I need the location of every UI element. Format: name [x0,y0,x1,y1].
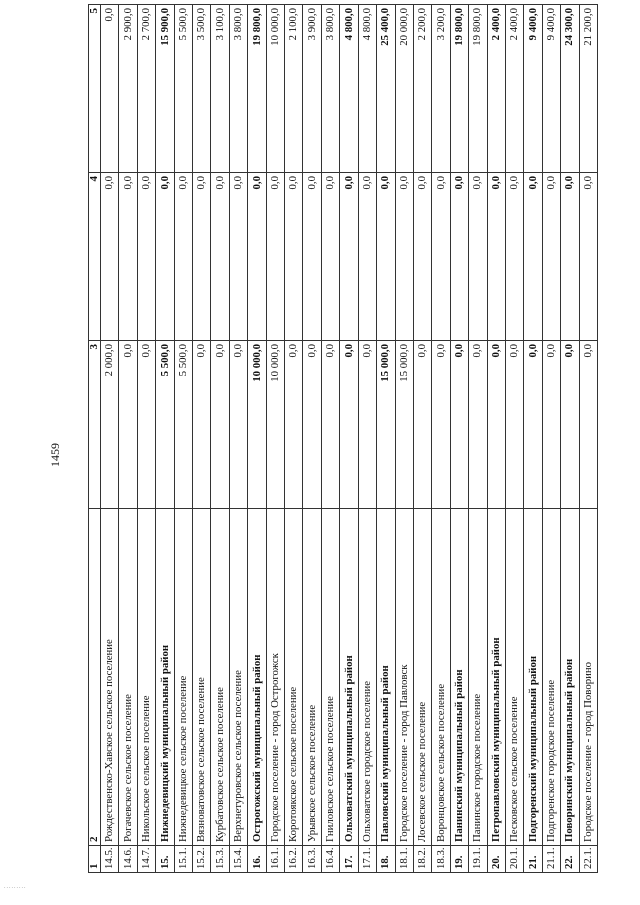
value-col4-cell: 0,0 [413,173,431,341]
row-number-cell: 22.1. [579,846,597,873]
value-col3-cell: 0,0 [487,341,505,509]
value-col4-cell: 0,0 [469,173,487,341]
table-row [321,5,339,873]
value-col4-cell: 0,0 [229,173,247,341]
value-col3-cell: 0,0 [137,341,155,509]
table-row [211,5,229,873]
value-col5-cell: 2 200,0 [413,5,431,173]
row-name-cell: Рождественско-Хавское сельское поселение [101,509,119,846]
row-name-cell: Петропавловский муниципальный район [487,509,505,846]
value-col3-cell: 0,0 [432,341,450,509]
row-name-cell: Подгоренский муниципальный район [524,509,542,846]
row-name-cell: Панинский муниципальный район [450,509,468,846]
table-row [266,5,284,873]
column-header-5: 5 [89,5,101,173]
table-row [248,5,266,873]
value-col5-cell: 5 500,0 [174,5,192,173]
row-name-cell: Верхнетуровское сельское поселение [229,509,247,846]
row-number-cell: 15.4. [229,846,247,873]
row-number-cell: 14.5. [101,846,119,873]
value-col5-cell: 19 800,0 [469,5,487,173]
value-col3-cell: 0,0 [229,341,247,509]
value-col4-cell: 0,0 [266,173,284,341]
table-row [432,5,450,873]
row-number-cell: 16.3. [303,846,321,873]
header-row [89,5,101,873]
value-col3-cell: 15 000,0 [395,341,413,509]
row-number-cell: 15. [156,846,174,873]
row-name-cell: Никольское сельское поселение [137,509,155,846]
row-name-cell: Панинское городское поселение [469,509,487,846]
value-col5-cell: 21 200,0 [579,5,597,173]
rotated-table-area [88,8,598,873]
table-row [285,5,303,873]
value-col5-cell: 2 400,0 [505,5,523,173]
value-col3-cell: 0,0 [524,341,542,509]
table-row [119,5,137,873]
value-col4-cell: 0,0 [321,173,339,341]
row-name-cell: Подгоренское городское поселение [542,509,560,846]
row-name-cell: Урывское сельское поселение [303,509,321,846]
row-number-cell: 22. [561,846,579,873]
value-col3-cell: 0,0 [321,341,339,509]
row-name-cell: Гниловское сельское поселение [321,509,339,846]
value-col3-cell: 15 000,0 [377,341,395,509]
value-col5-cell: 3 800,0 [321,5,339,173]
value-col4-cell: 0,0 [119,173,137,341]
value-col5-cell: 24 300,0 [561,5,579,173]
table-row [156,5,174,873]
value-col5-cell: 2 700,0 [137,5,155,173]
row-number-cell: 21.1. [542,846,560,873]
data-table [88,4,598,873]
value-col3-cell: 0,0 [119,341,137,509]
value-col3-cell: 0,0 [413,341,431,509]
row-number-cell: 15.2. [193,846,211,873]
value-col4-cell: 0,0 [542,173,560,341]
table-row [358,5,376,873]
scan-edge-mark: ......... [4,884,27,890]
row-name-cell: Городское поселение - город Павловск [395,509,413,846]
row-number-cell: 18.1. [395,846,413,873]
row-number-cell: 18.2. [413,846,431,873]
value-col3-cell: 0,0 [358,341,376,509]
row-name-cell: Рогачевское сельское поселение [119,509,137,846]
row-name-cell: Поворинский муниципальный район [561,509,579,846]
value-col3-cell: 10 000,0 [266,341,284,509]
value-col4-cell: 0,0 [211,173,229,341]
value-col5-cell: 3 200,0 [432,5,450,173]
table-row [450,5,468,873]
row-number-cell: 15.3. [211,846,229,873]
row-number-cell: 16.4. [321,846,339,873]
table-row [505,5,523,873]
value-col5-cell: 2 100,0 [285,5,303,173]
value-col3-cell: 5 500,0 [156,341,174,509]
value-col4-cell: 0,0 [358,173,376,341]
row-number-cell: 19. [450,846,468,873]
table-row [395,5,413,873]
value-col3-cell: 0,0 [450,341,468,509]
row-number-cell: 15.1. [174,846,192,873]
value-col4-cell: 0,0 [101,173,119,341]
table-rotation-wrapper [88,8,598,873]
table-row [579,5,597,873]
value-col5-cell: 4 800,0 [358,5,376,173]
value-col4-cell: 0,0 [377,173,395,341]
column-header-1: 1 [89,846,101,873]
row-name-cell: Городское поселение - город Острогожск [266,509,284,846]
row-name-cell: Нижнедевицкий муниципальный район [156,509,174,846]
value-col4-cell: 0,0 [432,173,450,341]
row-name-cell: Ольховатское городское поселение [358,509,376,846]
row-name-cell: Вязноватовское сельское поселение [193,509,211,846]
row-name-cell: Песковское сельское поселение [505,509,523,846]
value-col4-cell: 0,0 [303,173,321,341]
table-row [137,5,155,873]
value-col3-cell: 0,0 [340,341,358,509]
table-row [413,5,431,873]
value-col5-cell: 10 000,0 [266,5,284,173]
row-name-cell: Курбатовское сельское поселение [211,509,229,846]
value-col3-cell: 0,0 [542,341,560,509]
row-number-cell: 20.1. [505,846,523,873]
column-header-4: 4 [89,173,101,341]
row-number-cell: 21. [524,846,542,873]
value-col3-cell: 10 000,0 [248,341,266,509]
value-col4-cell: 0,0 [340,173,358,341]
value-col3-cell: 2 000,0 [101,341,119,509]
row-name-cell: Нижнедевицкое сельское поселение [174,509,192,846]
row-name-cell: Павловский муниципальный район [377,509,395,846]
value-col3-cell: 0,0 [561,341,579,509]
table-row [487,5,505,873]
value-col4-cell: 0,0 [137,173,155,341]
row-number-cell: 18. [377,846,395,873]
table-row [469,5,487,873]
table-row [229,5,247,873]
row-number-cell: 17.1. [358,846,376,873]
value-col3-cell: 5 500,0 [174,341,192,509]
row-number-cell: 19.1. [469,846,487,873]
value-col5-cell: 25 400,0 [377,5,395,173]
table-row [101,5,119,873]
value-col3-cell: 0,0 [469,341,487,509]
value-col4-cell: 0,0 [285,173,303,341]
value-col3-cell: 0,0 [211,341,229,509]
value-col5-cell: 15 900,0 [156,5,174,173]
value-col4-cell: 0,0 [450,173,468,341]
row-number-cell: 16. [248,846,266,873]
value-col5-cell: 9 400,0 [542,5,560,173]
table-row [524,5,542,873]
row-name-cell: Острогожский муниципальный район [248,509,266,846]
row-number-cell: 18.3. [432,846,450,873]
row-name-cell: Воронцовское сельское поселение [432,509,450,846]
value-col3-cell: 0,0 [285,341,303,509]
row-number-cell: 16.2. [285,846,303,873]
table-row [542,5,560,873]
value-col4-cell: 0,0 [395,173,413,341]
table-row [377,5,395,873]
table-row [193,5,211,873]
value-col4-cell: 0,0 [561,173,579,341]
value-col4-cell: 0,0 [579,173,597,341]
row-name-cell: Городское поселение - город Поворино [579,509,597,846]
value-col5-cell: 4 800,0 [340,5,358,173]
row-number-cell: 17. [340,846,358,873]
value-col5-cell: 19 800,0 [450,5,468,173]
value-col4-cell: 0,0 [524,173,542,341]
value-col5-cell: 0,0 [101,5,119,173]
row-number-cell: 20. [487,846,505,873]
row-number-cell: 14.7. [137,846,155,873]
value-col5-cell: 3 900,0 [303,5,321,173]
row-number-cell: 16.1. [266,846,284,873]
value-col4-cell: 0,0 [193,173,211,341]
value-col4-cell: 0,0 [248,173,266,341]
page-number: 1459 [48,443,62,467]
table-row [174,5,192,873]
value-col5-cell: 2 400,0 [487,5,505,173]
value-col5-cell: 3 500,0 [193,5,211,173]
value-col3-cell: 0,0 [579,341,597,509]
table-row [303,5,321,873]
row-name-cell: Коротоякское сельское поселение [285,509,303,846]
value-col5-cell: 3 800,0 [229,5,247,173]
value-col5-cell: 3 100,0 [211,5,229,173]
value-col5-cell: 2 900,0 [119,5,137,173]
value-col5-cell: 19 800,0 [248,5,266,173]
column-header-3: 3 [89,341,101,509]
table-row [340,5,358,873]
value-col4-cell: 0,0 [505,173,523,341]
value-col4-cell: 0,0 [487,173,505,341]
column-header-2: 2 [89,509,101,846]
value-col3-cell: 0,0 [303,341,321,509]
value-col5-cell: 9 400,0 [524,5,542,173]
value-col5-cell: 20 000,0 [395,5,413,173]
value-col3-cell: 0,0 [505,341,523,509]
row-name-cell: Ольховатский муниципальный район [340,509,358,846]
row-number-cell: 14.6. [119,846,137,873]
row-name-cell: Лосевское сельское поселение [413,509,431,846]
value-col4-cell: 0,0 [174,173,192,341]
table-body [101,5,598,873]
table-row [561,5,579,873]
value-col3-cell: 0,0 [193,341,211,509]
value-col4-cell: 0,0 [156,173,174,341]
